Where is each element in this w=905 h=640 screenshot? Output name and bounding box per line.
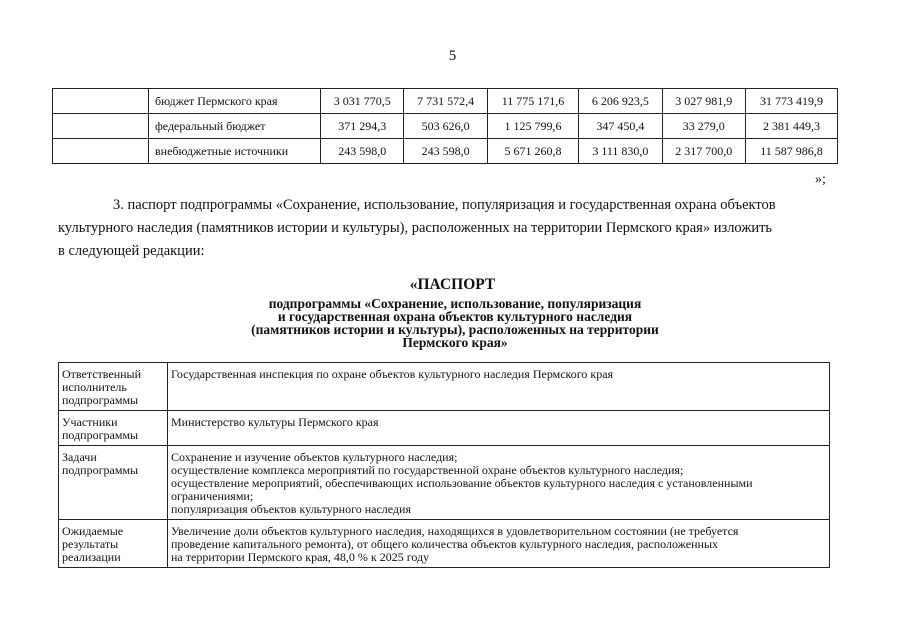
budget-value-cell: 5 671 260,8	[487, 139, 578, 164]
budget-blank-cell	[53, 114, 149, 139]
passport-row	[59, 520, 830, 568]
content-line: ограничениями;	[171, 489, 254, 503]
budget-row	[53, 139, 838, 164]
passport-row-label	[59, 520, 168, 568]
label-line: исполнитель	[62, 380, 127, 394]
content-line: Увеличение доли объектов культурного наследия, находящихся в удовлетворительном состоянии (не требуется	[171, 524, 739, 538]
budget-table	[52, 88, 838, 164]
paragraph-line-1: 3. паспорт подпрограммы «Сохранение, использование, популяризация и государственная охрана объектов	[113, 197, 776, 213]
label-line: Участники	[62, 415, 118, 429]
passport-row-label	[59, 411, 168, 446]
amendment-paragraph	[58, 194, 848, 263]
subtitle-line: подпрограммы «Сохранение, использование, популяризация	[268, 296, 642, 311]
label-line: подпрограммы	[62, 463, 139, 477]
closing-quote: »;	[815, 172, 826, 187]
budget-blank-cell	[53, 139, 149, 164]
budget-value-cell: 3 031 770,5	[321, 89, 404, 114]
budget-value-cell: 347 450,4	[579, 114, 662, 139]
budget-value-cell: 371 294,3	[321, 114, 404, 139]
content-line: проведение капитального ремонта), от общего количества объектов культурного наследия, расположенных	[171, 537, 719, 551]
passport-row-content	[168, 520, 830, 568]
passport-title: «ПАСПОРТ	[409, 276, 496, 293]
passport-row-label	[59, 363, 168, 411]
budget-row	[53, 89, 838, 114]
label-line: результаты	[62, 537, 119, 551]
content-line: осуществление комплекса мероприятий по государственной охране объектов культурного наследия;	[171, 463, 684, 477]
content-line: на территории Пермского края, 48,0 % к 2025 году	[171, 550, 430, 564]
passport-row-content	[168, 411, 830, 446]
label-line: реализации	[62, 550, 121, 564]
label-line: Ожидаемые	[62, 524, 124, 538]
passport-subtitle	[200, 297, 710, 349]
budget-source-label: бюджет Пермского края	[149, 89, 321, 114]
label-line: подпрограммы	[62, 393, 139, 407]
budget-value-cell: 243 598,0	[321, 139, 404, 164]
passport-row-content	[168, 446, 830, 520]
budget-value-cell: 3 111 830,0	[579, 139, 662, 164]
budget-value-cell: 6 206 923,5	[579, 89, 662, 114]
content-line: Сохранение и изучение объектов культурного наследия;	[171, 450, 458, 464]
content-line: Министерство культуры Пермского края	[171, 415, 379, 429]
content-line: популяризация объектов культурного наследия	[171, 502, 411, 516]
budget-value-cell: 7 731 572,4	[404, 89, 487, 114]
label-line: Задачи	[62, 450, 97, 464]
budget-value-cell: 503 626,0	[404, 114, 487, 139]
subtitle-line: Пермского края»	[402, 335, 508, 350]
passport-table	[58, 362, 830, 568]
label-line: подпрограммы	[62, 428, 139, 442]
label-line: Ответственный	[62, 367, 142, 381]
budget-value-cell: 243 598,0	[404, 139, 487, 164]
passport-row-label	[59, 446, 168, 520]
budget-value-cell: 11 775 171,6	[487, 89, 578, 114]
budget-row	[53, 114, 838, 139]
budget-value-cell: 2 381 449,3	[745, 114, 837, 139]
passport-row-content	[168, 363, 830, 411]
passport-row	[59, 363, 830, 411]
subtitle-line: и государственная охрана объектов культурного наследия	[277, 309, 633, 324]
budget-source-label: внебюджетные источники	[149, 139, 321, 164]
budget-value-cell: 31 773 419,9	[745, 89, 837, 114]
budget-value-cell: 2 317 700,0	[662, 139, 745, 164]
budget-value-cell: 33 279,0	[662, 114, 745, 139]
content-line: осуществление мероприятий, обеспечивающих использование объектов культурного наследия с установленными	[171, 476, 753, 490]
paragraph-line-3: в следующей редакции:	[58, 243, 205, 259]
subtitle-line: (памятников истории и культуры), расположенных на территории	[251, 322, 659, 337]
content-line: Государственная инспекция по охране объектов культурного наследия Пермского края	[171, 367, 614, 381]
budget-source-label: федеральный бюджет	[149, 114, 321, 139]
paragraph-line-2: культурного наследия (памятников истории и культуры), расположенных на территории Пермского края» изложить	[58, 220, 773, 236]
budget-value-cell: 3 027 981,9	[662, 89, 745, 114]
page-number: 5	[448, 48, 457, 64]
passport-row	[59, 411, 830, 446]
budget-value-cell: 1 125 799,6	[487, 114, 578, 139]
passport-row	[59, 446, 830, 520]
budget-value-cell: 11 587 986,8	[745, 139, 837, 164]
budget-blank-cell	[53, 89, 149, 114]
